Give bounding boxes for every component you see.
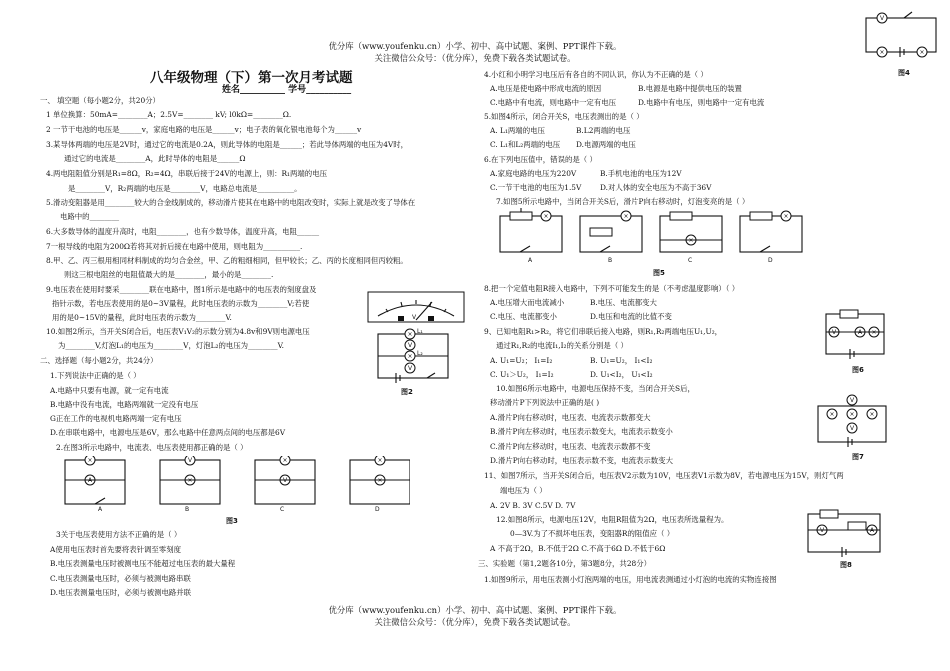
svg-text:×: × [377,457,383,464]
svg-text:×: × [871,329,877,336]
fig5-label-b: B [608,257,613,264]
option-text: D. U₁<I₂， U₁<I₂ [590,370,653,379]
fig5-label-c: C [688,257,693,264]
option-text: A. U₁=U₂； I₁=I₂ [490,356,553,365]
figure-7-circuit [812,392,892,448]
question-text: 5.如图4所示，闭合开关S，电压表测出的是（ ） [484,112,644,121]
question-text: 4.两电阻阻值分别是R₁=8Ω，R₂=4Ω，串联后接于24V的电源上，则：R₁两端的电压 [46,169,327,178]
option-text: C. U₁＞U₂， I₁=I₂ [490,370,554,379]
question-text: 6.大多数导体的温度升高时，电阻________，也有少数导体，温度升高，电阻______ [46,227,320,236]
page-title: 八年级物理（下）第一次月考试题 [150,70,353,86]
question-text: 端电压为（ ） [500,486,547,495]
question-text: 指针示数，若电压表使用的是0~3V量程，此时电压表的示数为________V;若使 [52,299,310,308]
section-1-heading: 一、 填空题（每小题2分，共20分） [40,96,160,105]
option-text: C.电压表测量电压时，必须与被测电路串联 [50,574,191,583]
option-text: B.电压、电流都变大 [590,298,657,307]
footer-line-2: 关注微信公众号：（优分库），免费下载各类试题试卷。 [374,617,576,627]
option-text: G正在工作的电视机电路两端一定有电压 [50,414,182,423]
option-text: B.滑片P向左移动时，电压表示数变大，电流表示数变小 [490,427,673,436]
question-text: 通过R₁,R₂的电流I₁,I₂的关系分别是（ ） [496,341,628,350]
option-text: A. L₁两端的电压 [490,126,545,135]
svg-text:×: × [377,477,383,484]
figure-8-circuit [802,504,886,558]
option-text: D.电压表测量电压时，必须与被测电路并联 [50,588,192,597]
question-text: 8.把一个定值电阻R接入电路中，下列不可能发生的是（不考虑温度影响）（ ） [484,284,740,293]
svg-text:×: × [688,237,694,244]
option-text: B.电压表测量电压时被测电压不能超过电压表的最大量程 [50,559,236,568]
figure-6-circuit [820,304,890,362]
svg-text:V: V [832,329,837,336]
question-text: 通过它的电流是________A，此时导体的电阻是______Ω [64,154,246,163]
figure-2-caption: 图2 [401,388,413,396]
svg-text:V: V [188,457,193,464]
footer-line-1: 优分库（www.youfenku.cn）小学、初中、高中试题、案例、PPT课件下载。 [328,605,622,615]
svg-text:×: × [543,213,549,220]
svg-text:V: V [408,365,413,372]
option-text: D.电压和电流的比值不变 [590,312,672,321]
option-text: B.手机电池的电压为12V [600,169,682,178]
svg-text:×: × [623,213,629,220]
fig3-label-a: A [98,506,103,512]
option-text: A.电压是使电路中形成电流的原因 [490,84,602,93]
option-text: D.在串联电路中，电源电压是6V，那么电路中任意两点间的电压都是6V [50,428,286,437]
question-text: 为________V,灯泡L₁的电压为________V，灯泡L₂的电压为________V. [58,341,285,350]
question-text: 10.如图6所示电路中，电源电压保持不变，当闭合开关S后， [496,384,695,393]
option-text: A 不高于2Ω，B.不低于2Ω C.不高于6Ω D.不低于6Ω [490,544,666,553]
figure-4-circuit [860,4,942,66]
header-line-1: 优分库（www.youfenku.cn）小学、初中、高中试题、案例、PPT课件下载。 [328,41,622,51]
figure-7-caption: 图7 [852,453,864,461]
question-text: 0—3V.为了不损坏电压表，变阻器R的阻值应（ ） [510,529,675,538]
name-line: 姓名__________ 学号__________ [222,85,352,95]
figure-4-caption: 图4 [898,69,910,77]
svg-text:V: V [850,397,855,404]
question-text: 9、已知电阻R₁>R₂，将它们串联后接入电路，则R₁,R₂两端电压U₁,U₂， [484,327,723,336]
figure-5-circuits [496,208,806,264]
option-text: A.家庭电路的电压为220V [490,169,577,178]
svg-text:×: × [919,49,925,56]
l1-label: L₁ [417,328,423,335]
option-text: D.对人体的安全电压为不高于36V [600,183,712,192]
question-text: 4.小红和小明学习电压后有各自的不同认识，你认为不正确的是（ ） [484,70,708,79]
svg-text:V: V [850,425,855,432]
question-text: 11、如图7所示，当开关S闭合后，电压表V2示数为10V，电压表V1示数为8V，若电源电压为15V，则灯气两 [484,471,844,480]
fig5-label-d: D [768,257,773,264]
section-2-heading: 二、选择题（每小题2分，共24分） [40,356,158,365]
question-text: 是________V，R₂两端的电压是________V，电路总电流是__________。 [68,184,302,193]
option-text: B. U₁=U₂， I₁<I₂ [590,356,653,365]
question-text: 12.如图8所示，电源电压12V，电阻R阻值为2Ω，电压表所选量程为。 [496,515,729,524]
figure-3-circuits [60,456,410,512]
option-text: B.L2两端的电压 [576,126,631,135]
option-text: A.电路中只要有电源，就一定有电流 [50,386,169,395]
svg-text:×: × [187,477,193,484]
question-text: 7.如图5所示电路中，当闭合开关S后，滑片P向右移动时，灯泡变亮的是（ ） [496,197,750,206]
fig3-label-d: D [375,506,380,512]
option-text: B.电源是电路中提供电压的装置 [638,84,742,93]
svg-text:×: × [282,457,288,464]
question-text: 2 一节干电池的电压是______v，家庭电路的电压是______v；电子表的氧化银电池每个为______v [46,125,362,134]
figure-6-caption: 图6 [852,366,864,374]
question-text: 10.如图2所示，当开关S闭合后，电压表V₁V₂的示数分别为4.8v和9V则电源电压 [46,327,310,336]
fig5-label-a: A [528,257,533,264]
svg-text:A: A [870,527,875,534]
option-text: D.电源两端的电压 [576,140,636,149]
figure-5-caption: 图5 [653,269,665,277]
option-text: B.电路中没有电流，电路两端就一定没有电压 [50,400,199,409]
option-text: C. L₁和L₂两端的电压 [490,140,561,149]
option-text: C.一节干电池的电压为1.5V [490,183,582,192]
question-text: 2.在图3所示电路中，电流表、电压表使用都正确的是（ ） [56,443,248,452]
svg-text:×: × [869,411,875,418]
svg-text:V: V [283,477,288,484]
option-text: D.电路中有电压，则电路中一定有电流 [638,98,765,107]
svg-text:V: V [820,527,825,534]
option-text: A.滑片P向右移动时，电压表、电流表示数都变大 [490,413,651,422]
option-text: C.电压、电流都变小 [490,312,557,321]
voltmeter-dial-figure [366,290,466,324]
question-text: 3.某导体两端的电压是2V时，通过它的电流是0.2A，则此导体的电阻是______；若此导体两端的电压为4V时， [46,140,409,149]
question-text: 电路中的________ [60,212,120,221]
option-text: A使用电压表时首先要将表针调至零刻度 [50,545,181,554]
l2-label: L₂ [417,350,423,357]
section-3-heading: 三、实验题（第1,2题各10分，第3题8分，共28分） [478,559,651,568]
question-text: 3关于电压表使用方法不正确的是（ ） [56,530,182,539]
svg-text:×: × [829,411,835,418]
svg-text:×: × [407,331,413,338]
question-text: 用的是0~15V的量程，此时电压表的示数为________V. [52,313,232,322]
question-text: 1.下列说法中正确的是（ ） [50,371,141,380]
figure-2-circuit [372,328,454,386]
question-text: 则这三根电阻丝的电阻值最大的是________，最小的是________. [64,270,274,279]
option-text: C.滑片P向左移动时，电压表、电流表示数都不变 [490,442,651,451]
question-text: 6.在下列电压值中，错误的是（ ） [484,155,597,164]
question-text: 5.滑动变阻器是用________较大的合金线制成的，移动滑片使其在电路中的电阻改变时，实际上就是改变了导体在 [46,198,416,207]
question-text: 9.电压表在使用时要采________联在电路中，图1所示是电路中的电压表的刻度盘及 [46,285,317,294]
svg-text:V: V [408,342,413,349]
svg-text:A: A [88,477,93,484]
option-text: D.滑片P向右移动时，电压表示数不变，电流表示数变大 [490,456,673,465]
option-text: A.电压增大而电流减小 [490,298,565,307]
figure-3-caption: 图3 [226,517,238,525]
question-text: 8.甲、乙、丙三根用相同材料制成的均匀合金丝，甲、乙的粗细相同，但甲较长；乙、丙的长度相同但丙较粗。 [46,256,408,265]
svg-text:×: × [879,49,885,56]
option-text: A. 2V B. 3V C.5V D. 7V [490,501,576,510]
svg-text:V: V [880,15,885,22]
svg-text:×: × [87,457,93,464]
svg-text:×: × [783,213,789,220]
svg-text:×: × [407,353,413,360]
svg-text:×: × [849,411,855,418]
question-text: 移动滑片P下列说法中正确的是( ) [490,398,600,407]
fig3-label-c: C [280,506,285,512]
figure-8-caption: 图8 [840,561,852,569]
svg-text:V: V [412,314,417,321]
fig3-label-b: B [185,506,190,512]
question-text: 1 单位换算：50mA=________A；2.5V=________ kV; l0kΩ=________Ω. [46,110,292,119]
question-text: 7一根导线的电阻为200Ω若将其对折后接在电路中使用，则电阻为__________. [46,242,303,251]
question-text: 1.如图9所示，用电压表测小灯泡两端的电压，用电流表测通过小灯泡的电流的实物连接图 [484,575,777,584]
svg-text:A: A [858,329,863,336]
option-text: C.电路中有电流，则电路中一定有电压 [490,98,616,107]
header-line-2: 关注微信公众号：（优分库），免费下载各类试题试卷。 [374,53,576,63]
